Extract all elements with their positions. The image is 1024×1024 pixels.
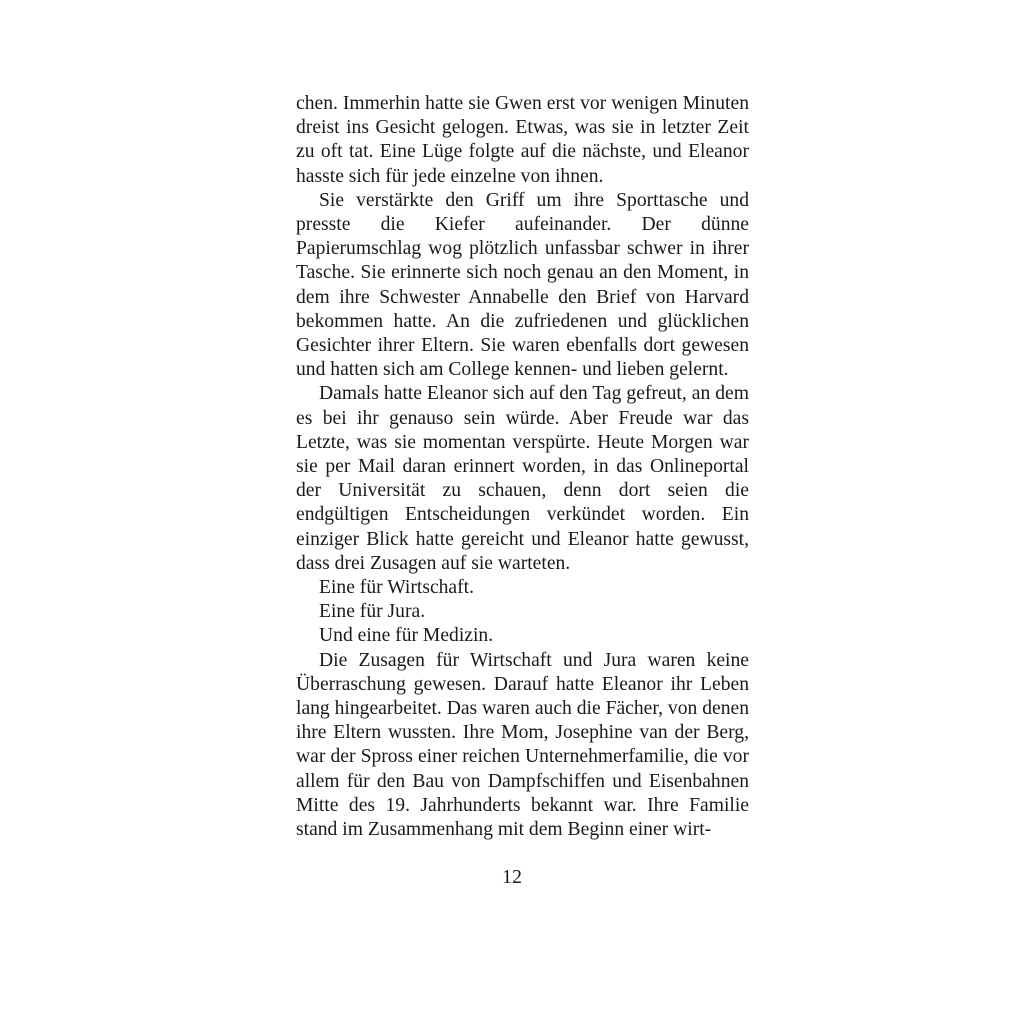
paragraph-7: Die Zusagen für Wirtschaft und Jura waren keine Überraschung gewesen. Darauf hatte Eleanor ihr Leben lang hingearbeitet. Das waren auch die Fächer, von denen ihre Eltern wussten. Ihre Mom, Josephine van der Berg, war der Spross einer reichen Unternehmerfamilie, die vor allem für den Bau von Dampfschiffen und Eisenbahnen Mitte des 19. Jahrhunderts bekannt war. Ihre Familie stand im Zusammenhang mit dem Beginn einer wirt-: [296, 649, 749, 841]
book-page-text: [296, 92, 749, 842]
paragraph-2: Sie verstärkte den Griff um ihre Sporttasche und presste die Kiefer aufeinander. Der dünne Papierumschlag wog plötzlich unfassbar schwer in ihrer Tasche. Sie erinnerte sich noch genau an den Moment, in dem ihre Schwester Annabelle den Brief von Harvard bekommen hatte. An die zufriedenen und glücklichen Gesichter ihrer Eltern. Sie waren ebenfalls dort gewesen und hatten sich am College kennen- und lieben gelernt.: [296, 189, 749, 381]
paragraph-4: Eine für Wirtschaft.: [319, 577, 474, 599]
paragraph-5: Eine für Jura.: [319, 601, 426, 623]
paragraph-3: Damals hatte Eleanor sich auf den Tag gefreut, an dem es bei ihr genauso sein würde. Aber Freude war das Letzte, was sie momentan verspürte. Heute Morgen war sie per Mail daran erinnert worden, in das Onlineportal der Universität zu schauen, denn dort seien die endgültigen Entscheidungen verkündet worden. Ein einziger Blick hatte gereicht und Eleanor hatte gewusst, dass drei Zusagen auf sie warteten.: [296, 383, 749, 574]
paragraph-6: Und eine für Medizin.: [319, 625, 494, 647]
paragraph-1: chen. Immerhin hatte sie Gwen erst vor wenigen Minuten dreist ins Gesicht gelogen. Etwas, was sie in letzter Zeit zu oft tat. Eine Lüge folgte auf die nächste, und Eleanor hasste sich für jede einzelne von ihnen.: [296, 93, 749, 187]
page-number: 12: [502, 866, 522, 888]
